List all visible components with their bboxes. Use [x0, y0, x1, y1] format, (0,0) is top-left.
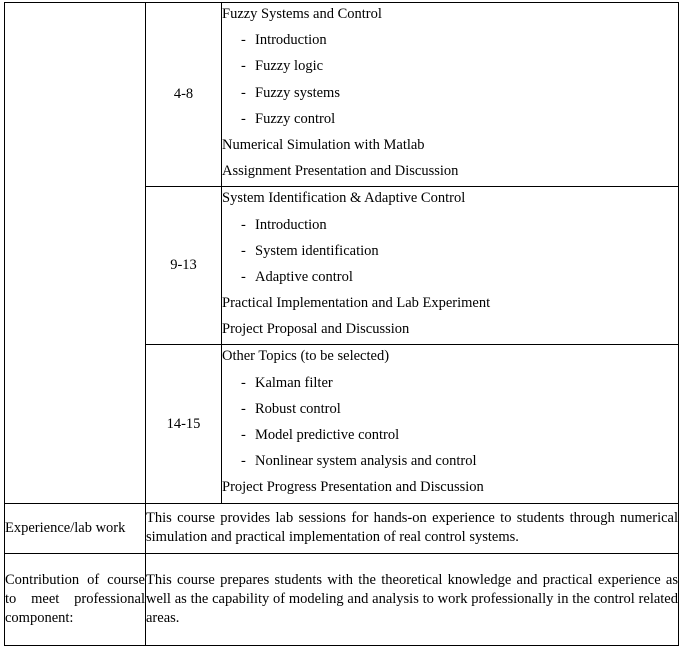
topic-text: Kalman filter: [255, 374, 333, 391]
weeks-cell: 4-8: [146, 3, 222, 187]
topic-heading: [222, 187, 678, 213]
topics-cell: [222, 345, 679, 503]
bullet-dash: -: [241, 453, 246, 470]
topic-text: System Identification & Adaptive Control: [222, 190, 466, 207]
bullet-dash: -: [241, 58, 246, 75]
subtopic-item: [222, 450, 678, 476]
topic-text: Project Progress Presentation and Discussion: [222, 479, 484, 496]
contribution-description: This course prepares students with the theoretical knowledge and practical experience as well as the capability of modeling and analysis to work professionally in the control related areas.: [146, 553, 679, 645]
subtopic-item: [222, 372, 678, 398]
topic-text: System identification: [255, 242, 379, 259]
bullet-dash: -: [241, 374, 246, 391]
bullet-dash: -: [241, 427, 246, 443]
weeks-cell: 14-15: [146, 345, 222, 503]
topic-text: Fuzzy systems: [255, 84, 340, 101]
topic-text: Fuzzy control: [255, 110, 336, 127]
module-row: [5, 3, 679, 187]
topic-heading: [222, 318, 678, 344]
bullet-dash: -: [241, 110, 246, 127]
topic-text: Fuzzy logic: [255, 58, 324, 75]
subtopic-item: [222, 214, 678, 240]
topic-heading: [222, 3, 678, 29]
bullet-dash: -: [241, 400, 246, 417]
contribution-row: [5, 553, 679, 645]
contribution-label-last: component:: [5, 609, 74, 626]
contribution-label-text: Contribution of course to meet professional: [5, 571, 145, 607]
subtopic-item: [222, 29, 678, 55]
bullet-dash: -: [241, 268, 246, 285]
topic-text: Assignment Presentation and Discussion: [222, 163, 459, 180]
subtopic-item: [222, 398, 678, 424]
experience-label: Experience/lab work: [5, 503, 146, 553]
topic-text: Introduction: [255, 216, 327, 233]
topic-list: [222, 345, 678, 502]
topic-text: Project Proposal and Discussion: [222, 321, 410, 338]
topic-heading: [222, 160, 678, 186]
topic-text: Adaptive control: [255, 268, 353, 285]
blank-section-cell: [5, 3, 146, 504]
subtopic-item: [222, 55, 678, 81]
subtopic-item: [222, 266, 678, 292]
topic-text: Nonlinear system analysis and control: [255, 453, 477, 470]
topic-text: Fuzzy Systems and Control: [222, 6, 382, 22]
topic-list: [222, 3, 678, 186]
topic-text: Other Topics (to be selected): [222, 348, 390, 365]
bullet-dash: -: [241, 216, 246, 233]
topic-heading: [222, 476, 678, 502]
topic-heading: [222, 134, 678, 160]
topic-list: [222, 187, 678, 344]
bullet-dash: -: [241, 242, 246, 259]
syllabus-table: [4, 2, 679, 646]
topics-cell: [222, 3, 679, 187]
topic-text: Model predictive control: [255, 427, 400, 443]
topic-text: Practical Implementation and Lab Experiment: [222, 295, 491, 312]
experience-description: This course provides lab sessions for hands-on experience to students through numerical simulation and practical implementation of real control systems.: [146, 503, 679, 553]
subtopic-item: [222, 108, 678, 134]
subtopic-item: [222, 424, 678, 450]
topic-heading: [222, 292, 678, 318]
topics-cell: [222, 187, 679, 345]
bullet-dash: -: [241, 84, 246, 101]
weeks-cell: 9-13: [146, 187, 222, 345]
topic-text: Introduction: [255, 32, 327, 49]
contribution-label: [5, 553, 146, 645]
topic-text: Numerical Simulation with Matlab: [222, 136, 425, 153]
bullet-dash: -: [241, 32, 246, 49]
subtopic-item: [222, 82, 678, 108]
experience-row: [5, 503, 679, 553]
topic-text: Robust control: [255, 400, 341, 417]
topic-heading: [222, 345, 678, 371]
subtopic-item: [222, 240, 678, 266]
